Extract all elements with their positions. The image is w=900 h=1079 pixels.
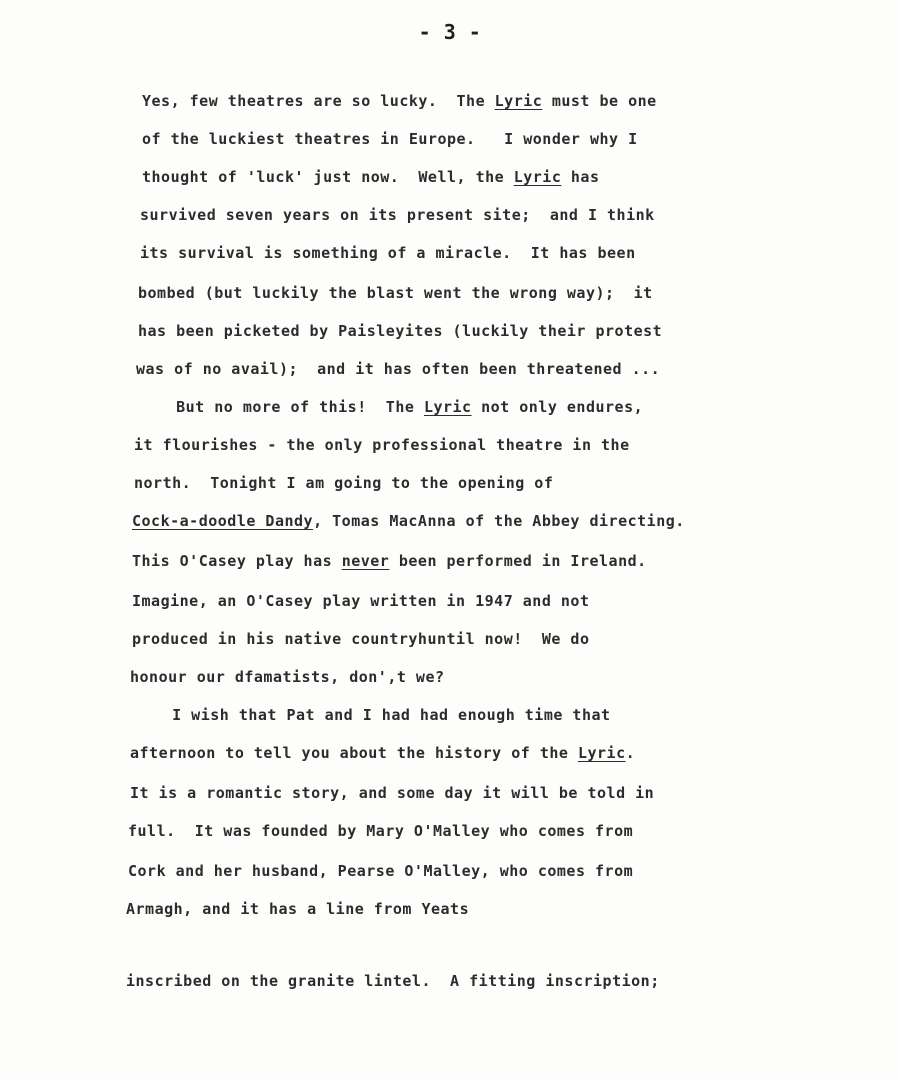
text-line <box>134 474 553 492</box>
text-segment: afternoon to tell you about the history of the <box>130 744 578 762</box>
page-number: - 3 - <box>418 20 482 44</box>
text-line <box>142 130 638 148</box>
text-line <box>134 436 630 454</box>
text-segment: must be one <box>542 92 657 110</box>
text-line <box>140 244 636 262</box>
text-line <box>140 206 655 224</box>
text-segment: This O'Casey play has <box>132 552 342 570</box>
text-segment: Imagine, an O'Casey play written in 1947 and not <box>132 592 590 610</box>
text-segment: Yes, few theatres are so lucky. The <box>142 92 495 110</box>
text-segment: Armagh, and it has a line from Yeats <box>126 900 470 918</box>
underlined-title: Cock-a-doodle Dandy <box>132 512 314 530</box>
text-segment: has been picketed by Paisleyites (luckily their protest <box>138 322 663 340</box>
text-segment: honour our dfamatists, don',t we? <box>130 668 445 686</box>
text-segment: it flourishes - the only professional theatre in the <box>134 436 630 454</box>
underlined-title: Lyric <box>577 744 626 762</box>
text-segment: thought of 'luck' just now. Well, the <box>142 168 514 186</box>
text-line <box>132 592 589 610</box>
text-segment: been performed in Ireland. <box>389 552 647 570</box>
text-line <box>138 322 662 340</box>
text-segment: north. Tonight I am going to the opening of <box>134 474 554 492</box>
underlined-title: Lyric <box>494 92 543 110</box>
text-line <box>132 552 647 570</box>
text-segment: was of no avail); and it has often been threatened ... <box>136 360 661 378</box>
text-line <box>136 360 660 378</box>
text-segment: I wish that Pat and I had had enough time that <box>134 706 611 724</box>
text-line <box>126 900 469 918</box>
text-line <box>130 784 654 802</box>
text-line <box>142 168 599 186</box>
text-line <box>132 512 685 530</box>
text-segment: But no more of this! The <box>138 398 424 416</box>
text-line <box>128 822 633 840</box>
underlined-title: Lyric <box>513 168 562 186</box>
text-line <box>138 284 653 302</box>
text-segment: It is a romantic story, and some day it will be told in <box>130 784 655 802</box>
text-segment: not only endures, <box>471 398 644 416</box>
text-segment: its survival is something of a miracle. It has been <box>140 244 636 262</box>
underlined-title: Lyric <box>423 398 472 416</box>
text-line <box>138 398 643 416</box>
text-segment: of the luckiest theatres in Europe. I wonder why I <box>142 130 638 148</box>
text-segment: inscribed on the granite lintel. A fitting inscription; <box>126 972 660 990</box>
text-segment: . <box>625 744 636 762</box>
underlined-title: never <box>341 552 390 570</box>
text-line <box>142 92 657 110</box>
text-segment: full. It was founded by Mary O'Malley who comes from <box>128 822 634 840</box>
text-segment: has <box>561 168 600 186</box>
text-segment: bombed (but luckily the blast went the wrong way); it <box>138 284 653 302</box>
text-line <box>128 862 633 880</box>
text-line <box>132 630 589 648</box>
text-segment: survived seven years on its present site; and I think <box>140 206 655 224</box>
text-line <box>130 744 635 762</box>
text-line <box>126 972 660 990</box>
text-line <box>130 668 445 686</box>
text-segment: produced in his native countryhuntil now! We do <box>132 630 590 648</box>
text-line <box>134 706 611 724</box>
text-segment: , Tomas MacAnna of the Abbey directing. <box>313 512 685 530</box>
text-segment: Cork and her husband, Pearse O'Malley, who comes from <box>128 862 634 880</box>
